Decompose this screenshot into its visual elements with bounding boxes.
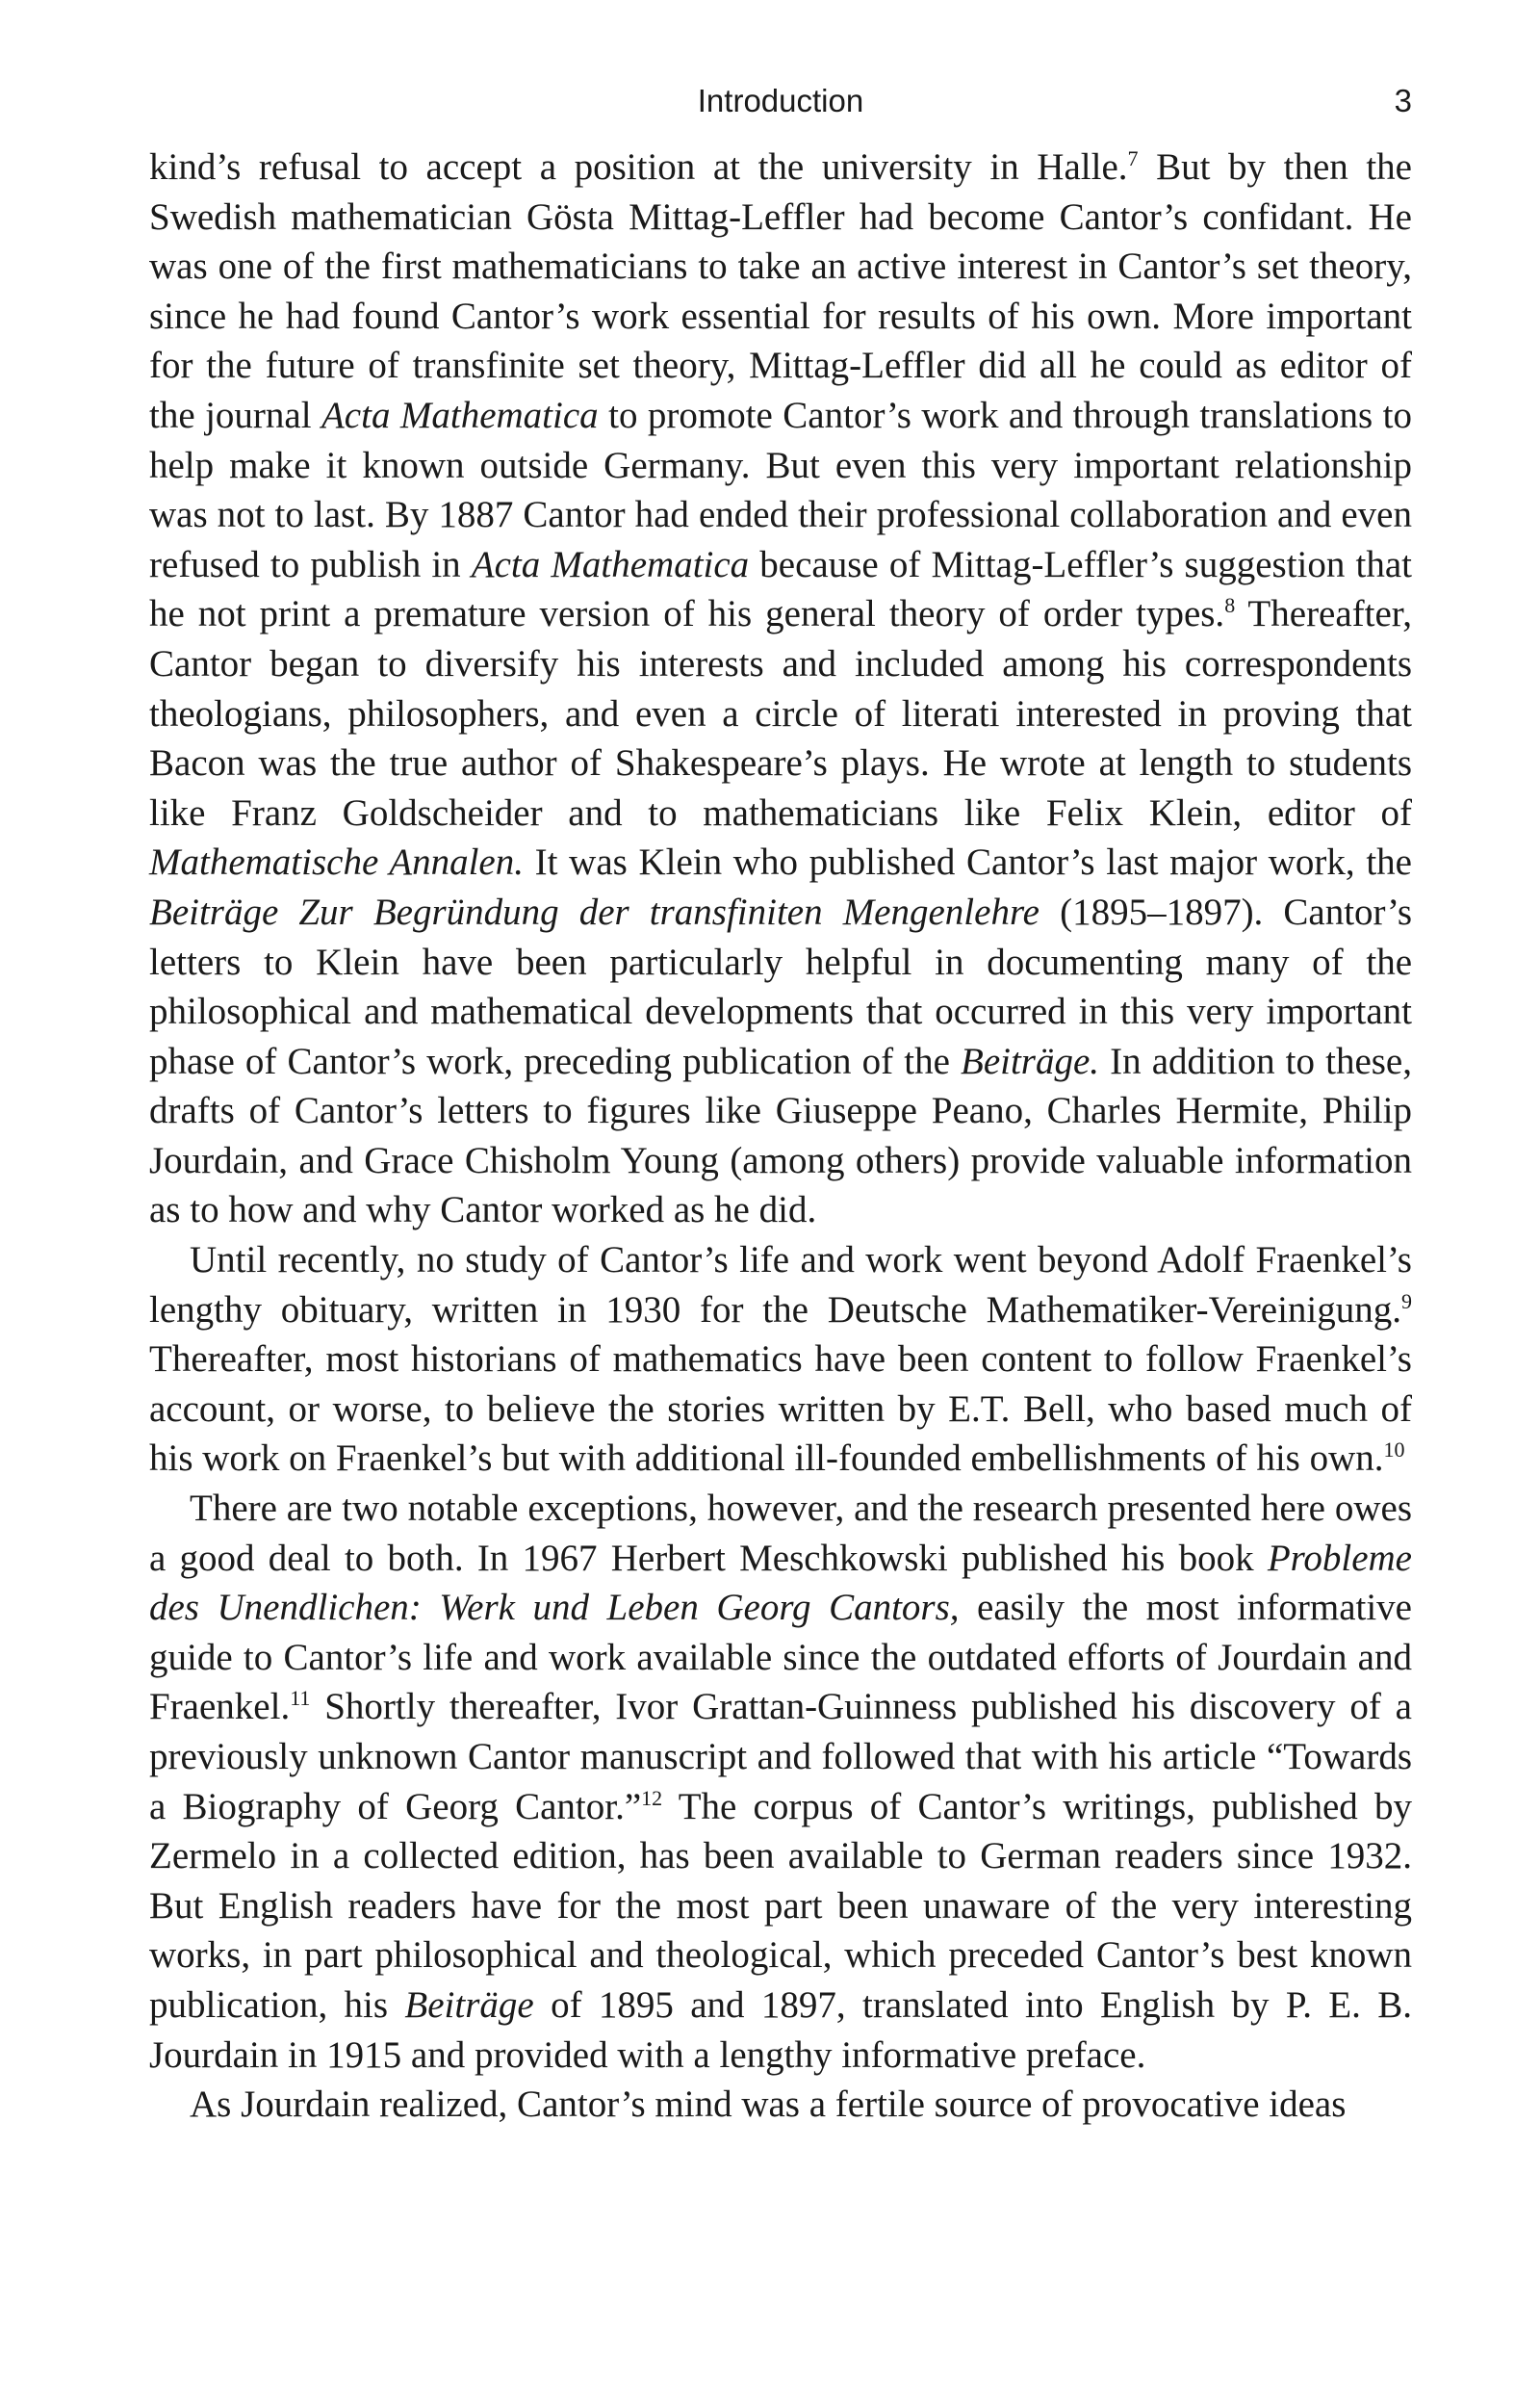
italic-title: Beiträge (404, 1983, 534, 2026)
paragraph-3 (149, 1484, 1412, 2080)
paragraph-2 (149, 1235, 1412, 1484)
footnote-marker: 9 (1401, 1288, 1412, 1313)
text-run: The corpus of Cantor’s writings, published by Zermelo in a collected edition, has been available to German readers since 1932. But English readers have for the most part been unaware of the very interesting works, in part philosophical and theological, which preceded Cantor’s best known publication, his (149, 1785, 1412, 2026)
footnote-marker: 7 (1127, 146, 1139, 170)
page-header (149, 77, 1412, 125)
running-title: Introduction (697, 83, 864, 118)
page-number: 3 (1394, 83, 1412, 118)
text-run: to promote Cantor’s work and through translations to help make it known outside Germany. But even this very important relationship was not to last. By 1887 Cantor had ended their professional collaboration and even refused to publish in (149, 394, 1412, 585)
paragraph-1 (149, 142, 1412, 1235)
text-run: because of Mittag-Leffler’s suggestion that he not print a premature version of his general theory of order types. (149, 543, 1412, 635)
footnote-marker: 8 (1224, 593, 1236, 618)
footnote-marker: 10 (1383, 1437, 1405, 1462)
text-run: In addition to these, drafts of Cantor’s letters to figures like Giuseppe Peano, Charles Hermite, Philip Jourdain, and Grace Chisholm Young (among others) provide valuable information as to how and why Cantor worked as he did. (149, 1040, 1412, 1231)
text-run: As Jourdain realized, Cantor’s mind was a fertile source of provocative ideas (190, 2083, 1347, 2126)
text-run: But by then the Swedish mathematician Gösta Mittag-Leffler had become Cantor’s confidant. He was one of the first mathematicians to take an active interest in Cantor’s set theory, since he had found Cantor’s work essential for results of his own. More important for the future of transfinite set theory, Mittag-Leffler did all he could as editor of the journal (149, 146, 1412, 436)
text-run: (1895–1897). Cantor’s letters to Klein have been particularly helpful in documenting many of the philosophical and mathematical developments that occurred in this very important phase of Cantor’s work, preceding publication of the (149, 891, 1412, 1082)
text-body (149, 142, 1412, 2130)
paragraph-4 (149, 2080, 1412, 2130)
text-run: Thereafter, most historians of mathematics have been content to follow Fraenkel’s account, or worse, to believe the stories written by E.T. Bell, who based much of his work on Fraenkel’s but with additional ill-founded embellishments of his own. (149, 1338, 1412, 1480)
italic-title: Beiträge. (961, 1040, 1100, 1082)
footnote-marker: 12 (641, 1785, 663, 1810)
italic-title: Acta Mathematica (321, 394, 599, 436)
text-run: kind’s refusal to accept a position at the university in Halle. (149, 146, 1128, 188)
text-run: Until recently, no study of Cantor’s life and work went beyond Adolf Fraenkel’s lengthy obituary, written in 1930 for the Deutsche Mathematiker-Vereinigung. (149, 1239, 1412, 1331)
italic-title: Mathematische Annalen. (149, 841, 524, 884)
footnote-marker: 11 (290, 1686, 311, 1711)
text-run: It was Klein who published Cantor’s last major work, the (523, 841, 1412, 884)
text-run: of 1895 and 1897, translated into English by P. E. B. Jourdain in 1915 and provided with a lengthy informative preface. (149, 1983, 1412, 2076)
text-run: easily the most informative guide to Cantor’s life and work available since the outdated efforts of Jourdain and Fraenkel. (149, 1587, 1412, 1728)
italic-title: Probleme des Unendlichen: Werk und Leben Georg Cantors, (149, 1537, 1412, 1629)
text-run: Shortly thereafter, Ivor Grattan-Guinness published his discovery of a previously unknown Cantor manuscript and followed that with his article “Towards a Biography of Georg Cantor.” (149, 1686, 1412, 1827)
text-run: There are two notable exceptions, however, and the research presented here owes a good deal to both. In 1967 Herbert Meschkowski published his book (149, 1488, 1412, 1579)
italic-title: Beiträge Zur Begründung der transfiniten Mengenlehre (149, 891, 1040, 933)
italic-title: Acta Mathematica (471, 543, 750, 585)
text-run: Thereafter, Cantor began to diversify his interests and included among his correspondents theologians, philosophers, and even a circle of literati interested in proving that Bacon was the true author of Shakespeare’s plays. He wrote at length to students like Franz Goldscheider and to mathematicians like Felix Klein, editor of (149, 593, 1412, 834)
